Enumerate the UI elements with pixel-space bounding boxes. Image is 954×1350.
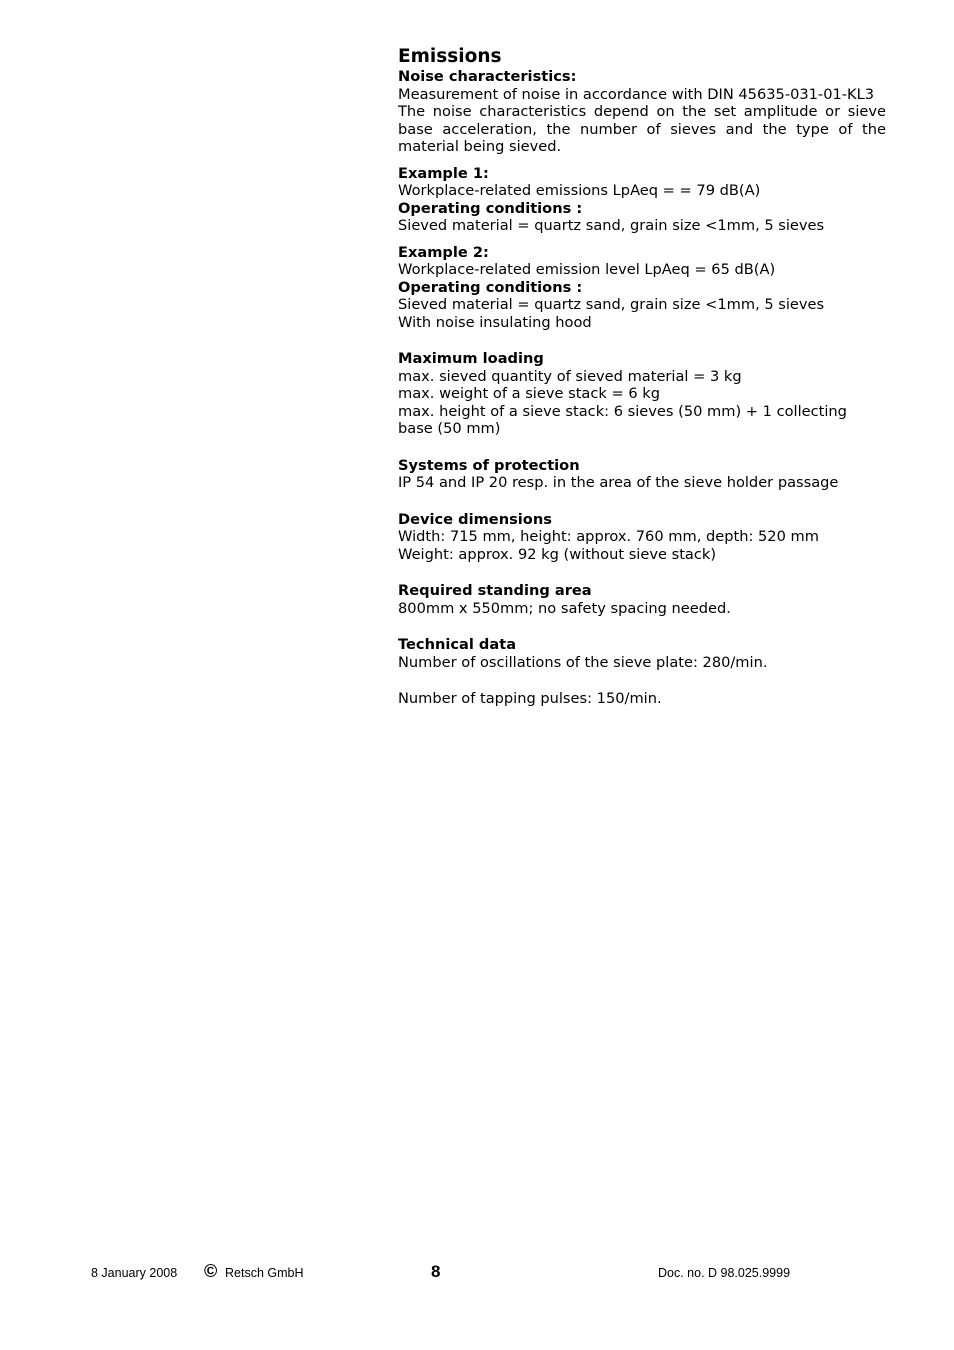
noise-characteristics-heading: Noise characteristics: [398,68,577,85]
noise-dependency-text: The noise characteristics depend on the set amplitude or sieve base acceleration, the number of sieves and the type of the material being sieved. [398,103,886,155]
example1-emissions: Workplace-related emissions LpAeq = = 79 dB(A) [398,182,761,199]
example2-conditions: Sieved material = quartz sand, grain size <1mm, 5 sieves [398,296,825,313]
max-loading-quantity: max. sieved quantity of sieved material = 3 kg [398,367,742,385]
dimensions-size: Width: 715 mm, height: approx. 760 mm, depth: 520 mm [398,528,819,545]
dimensions-heading: Device dimensions [398,510,552,528]
example2-heading: Example 2: [398,243,489,261]
standing-area-text: 800mm x 550mm; no safety spacing needed. [398,599,731,617]
footer-doc-number: Doc. no. D 98.025.9999 [658,1266,791,1280]
technical-tapping-pulses: Number of tapping pulses: 150/min. [398,690,662,707]
example2-emissions: Workplace-related emission level LpAeq = 65 dB(A) [398,261,776,278]
footer-date: 8 January 2008 [91,1266,178,1280]
protection-text: IP 54 and IP 20 resp. in the area of the sieve holder passage [398,474,839,491]
copyright-icon: © [204,1261,218,1281]
example1-conditions: Sieved material = quartz sand, grain size <1mm, 5 sieves [398,217,825,234]
max-loading-height: max. height of a sieve stack: 6 sieves (50 mm) + 1 collecting base (50 mm) [398,402,847,437]
example1-heading: Example 1: [398,164,489,182]
page-footer [0,1262,954,1286]
footer-company: Retsch GmbH [225,1266,304,1280]
max-loading-weight: max. weight of a sieve stack = 6 kg [398,385,660,402]
technical-data-heading: Technical data [398,636,517,653]
section-title-emissions: Emissions [398,46,502,67]
page-number: 8 [431,1262,441,1281]
page-content [398,46,886,708]
max-loading-heading: Maximum loading [398,350,544,367]
example1-conditions-heading: Operating conditions : [398,199,583,217]
technical-oscillations: Number of oscillations of the sieve plate: 280/min. [398,653,768,671]
example2-conditions-heading: Operating conditions : [398,278,583,296]
protection-heading: Systems of protection [398,456,580,474]
example2-hood-note: With noise insulating hood [398,313,592,331]
standing-area-heading: Required standing area [398,582,592,599]
dimensions-weight: Weight: approx. 92 kg (without sieve stack) [398,545,717,563]
noise-measurement-text: Measurement of noise in accordance with DIN 45635-031-01-KL3 [398,85,875,103]
